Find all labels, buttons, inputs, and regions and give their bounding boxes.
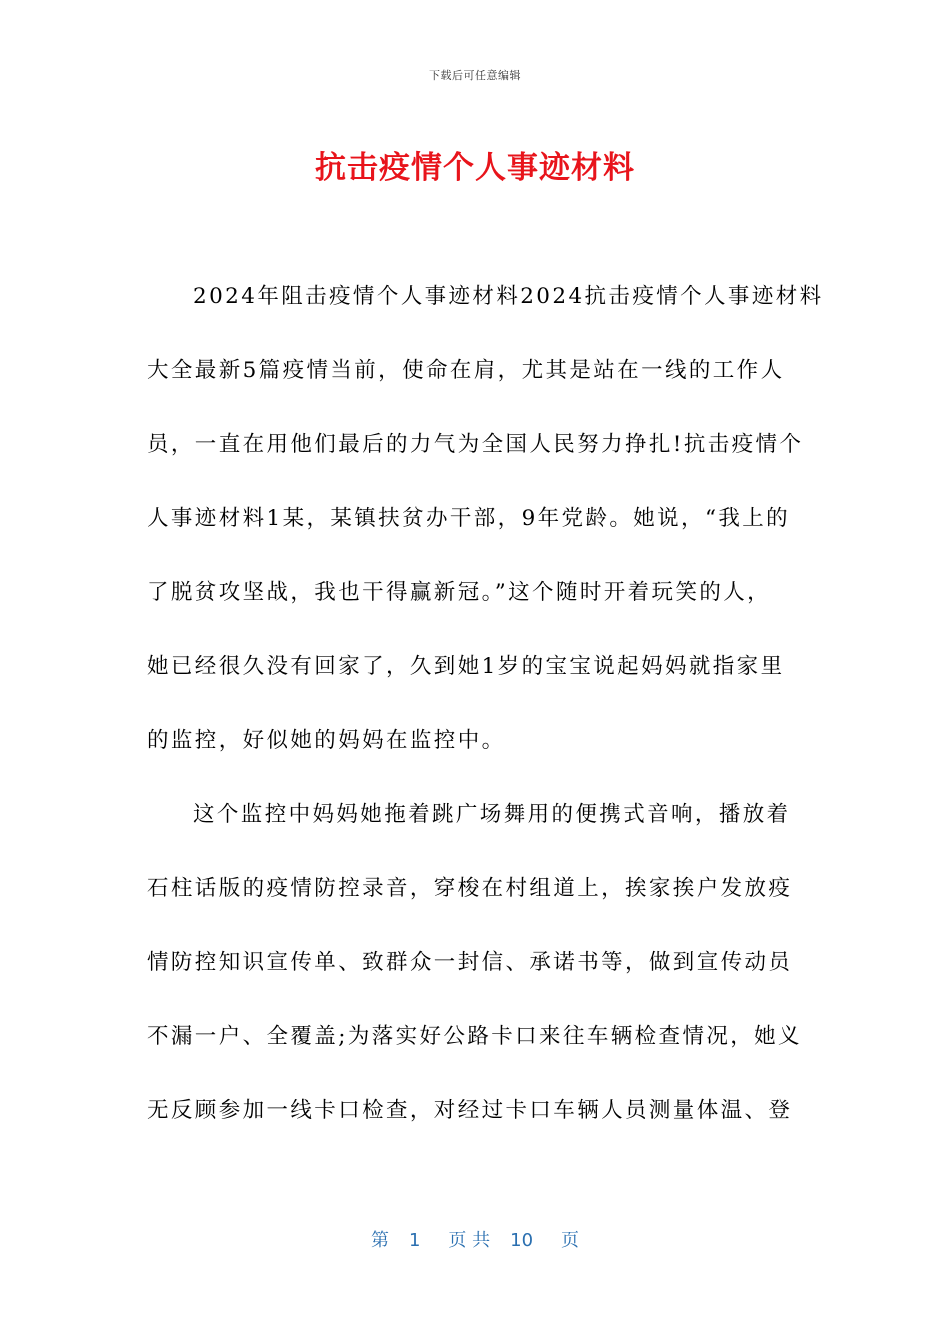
paragraph-1-line-7: 的监控，好似她的妈妈在监控中。: [147, 728, 506, 753]
paragraph-2-line-5: 无反顾参加一线卡口检查，对经过卡口车辆人员测量体温、登: [147, 1098, 793, 1123]
paragraph-2-line-3: 情防控知识宣传单、致群众一封信、承诺书等，做到宣传动员: [147, 950, 793, 975]
paragraph-1-line-6: 她已经很久没有回家了，久到她1岁的宝宝说起妈妈就指家里: [147, 654, 785, 679]
paragraph-1-line-2: 大全最新5篇疫情当前，使命在肩，尤其是站在一线的工作人: [147, 358, 785, 383]
paragraph-1-line-3: 员，一直在用他们最后的力气为全国人民努力挣扎!抗击疫情个: [147, 432, 804, 457]
paragraph-1-line-4: 人事迹材料1某，某镇扶贫办干部，9年党龄。她说，“我上的: [147, 506, 791, 531]
page-footer: [0, 1226, 950, 1252]
document-title: 抗击疫情个人事迹材料: [315, 150, 635, 186]
paragraph-2-line-2: 石柱话版的疫情防控录音，穿梭在村组道上，挨家挨户发放疫: [147, 876, 793, 901]
footer-total-pages: 10: [510, 1230, 534, 1251]
footer-current-page: 1: [408, 1230, 421, 1251]
page-header-note: 下载后可任意编辑: [429, 69, 521, 82]
footer-suffix: 页: [561, 1230, 580, 1251]
paragraph-1-line-1: 2024年阻击疫情个人事迹材料2024抗击疫情个人事迹材料: [193, 284, 824, 309]
paragraph-2-line-4: 不漏一户、全覆盖;为落实好公路卡口来往车辆检查情况，她义: [147, 1024, 802, 1049]
document-body: [147, 272, 824, 1160]
footer-middle: 页 共: [448, 1230, 491, 1251]
footer-prefix: 第: [370, 1230, 389, 1251]
paragraph-1-line-5: 了脱贫攻坚战，我也干得赢新冠。”这个随时开着玩笑的人，: [147, 580, 772, 605]
paragraph-2-line-1: 这个监控中妈妈她拖着跳广场舞用的便携式音响，播放着: [193, 802, 791, 827]
